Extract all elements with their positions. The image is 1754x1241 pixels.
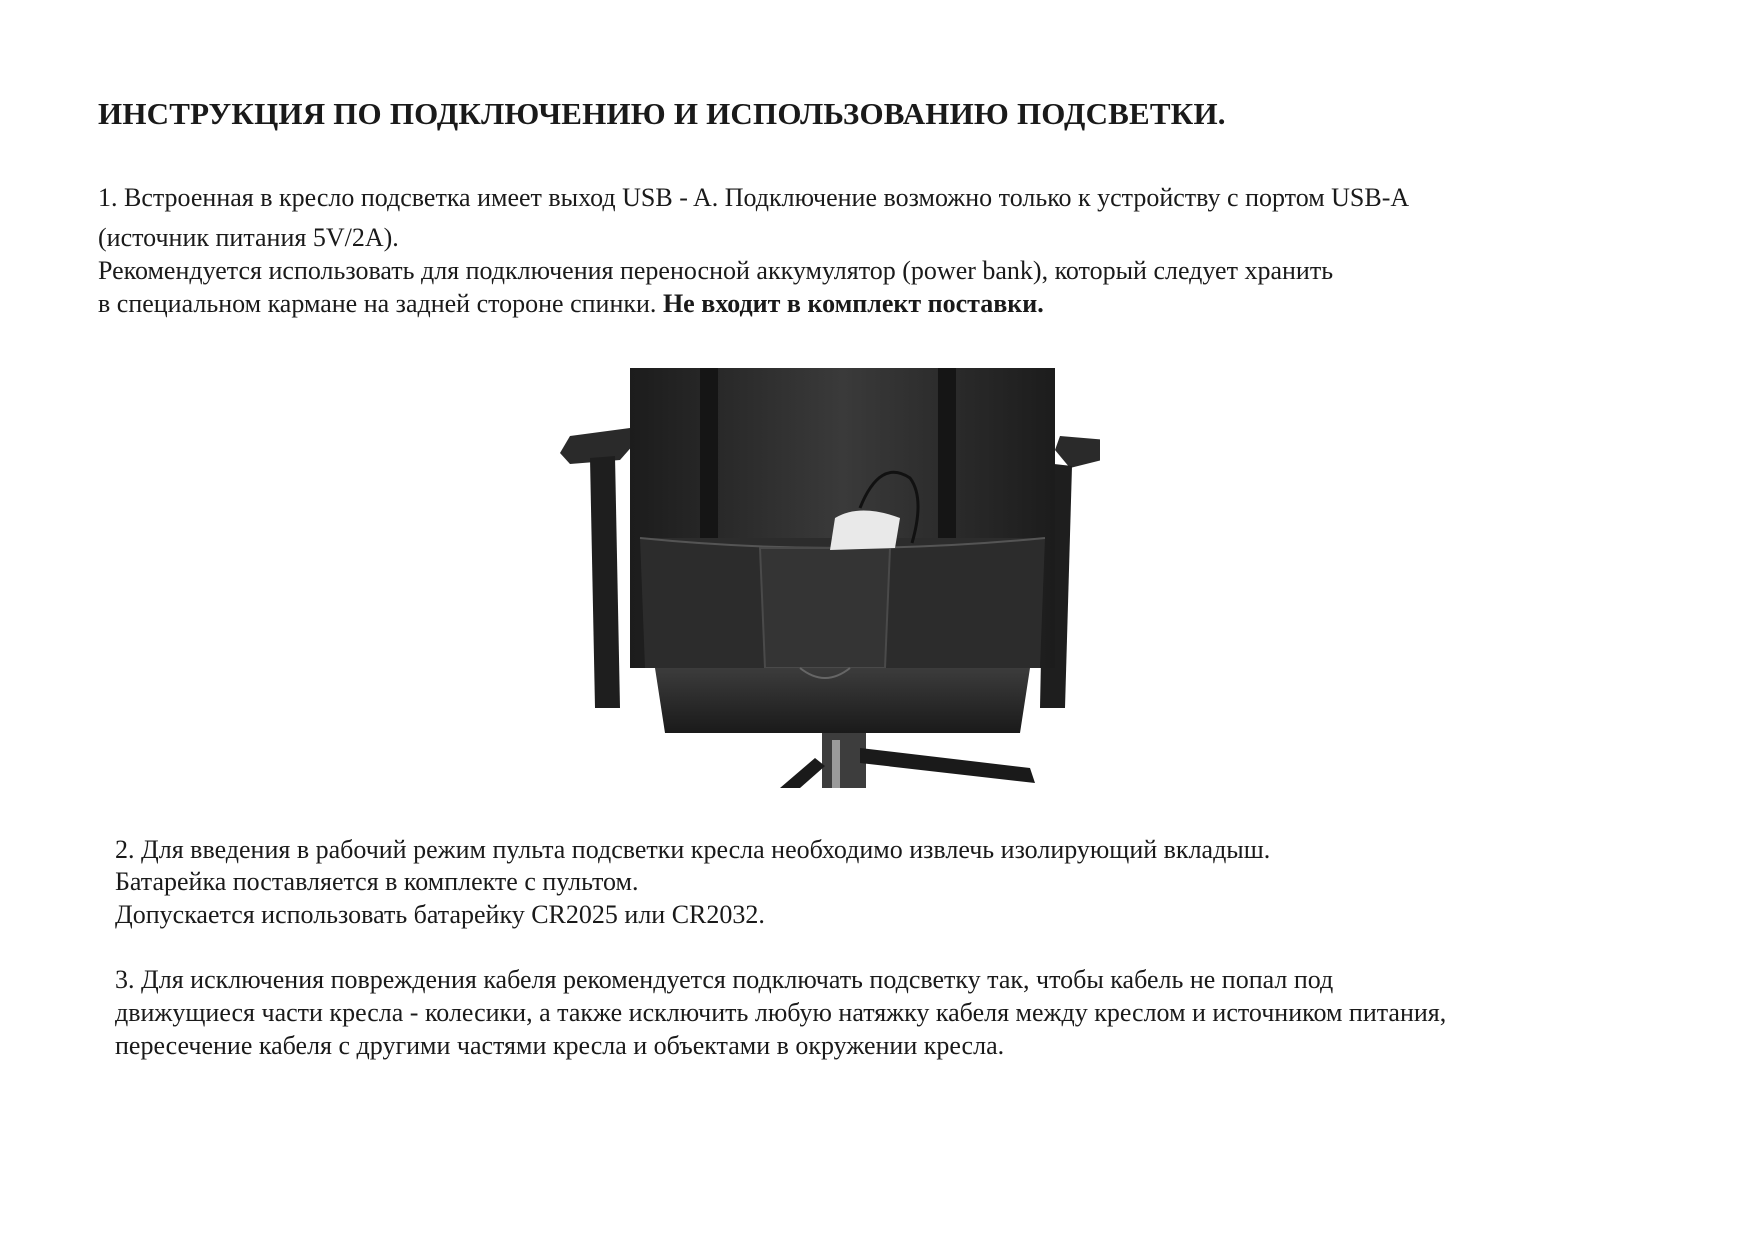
not-included-note: Не входит в комплект поставки. (662, 289, 1044, 318)
chair-back-image (560, 368, 1100, 788)
section2-line3: Допускается использовать батарейку CR2025 или CR2032. (115, 900, 765, 929)
section2-line2: Батарейка поставляется в комплекте с пультом. (115, 867, 639, 896)
section3-line1: 3. Для исключения повреждения кабеля рекомендуется подключать подсветку так, чтобы кабель не попал под (115, 965, 1334, 994)
section1-line1: 1. Встроенная в кресло подсветка имеет выход USB - A. Подключение возможно только к устройству с портом USB-A (98, 183, 1410, 212)
section1-line4-text: в специальном кармане на задней стороне спинки. (98, 289, 663, 318)
section1-line2: (источник питания 5V/2A). (98, 223, 399, 252)
section3-line3: пересечение кабеля с другими частями кресла и объектами в окружении кресла. (115, 1031, 1005, 1060)
chair-back-with-pocket-image (560, 368, 1100, 788)
section3-line2: движущиеся части кресла - колесики, а также исключить любую натяжку кабеля между креслом и источником питания, (115, 998, 1447, 1027)
section2-line1: 2. Для введения в рабочий режим пульта подсветки кресла необходимо извлечь изолирующий вкладыш. (115, 835, 1271, 864)
page-title: ИНСТРУКЦИЯ ПО ПОДКЛЮЧЕНИЮ И ИСПОЛЬЗОВАНИЮ ПОДСВЕТКИ. (98, 96, 1226, 131)
section1-line3: Рекомендуется использовать для подключения переносной аккумулятор (power bank), который следует хранить (98, 256, 1334, 285)
section1-line4 (98, 288, 1044, 320)
